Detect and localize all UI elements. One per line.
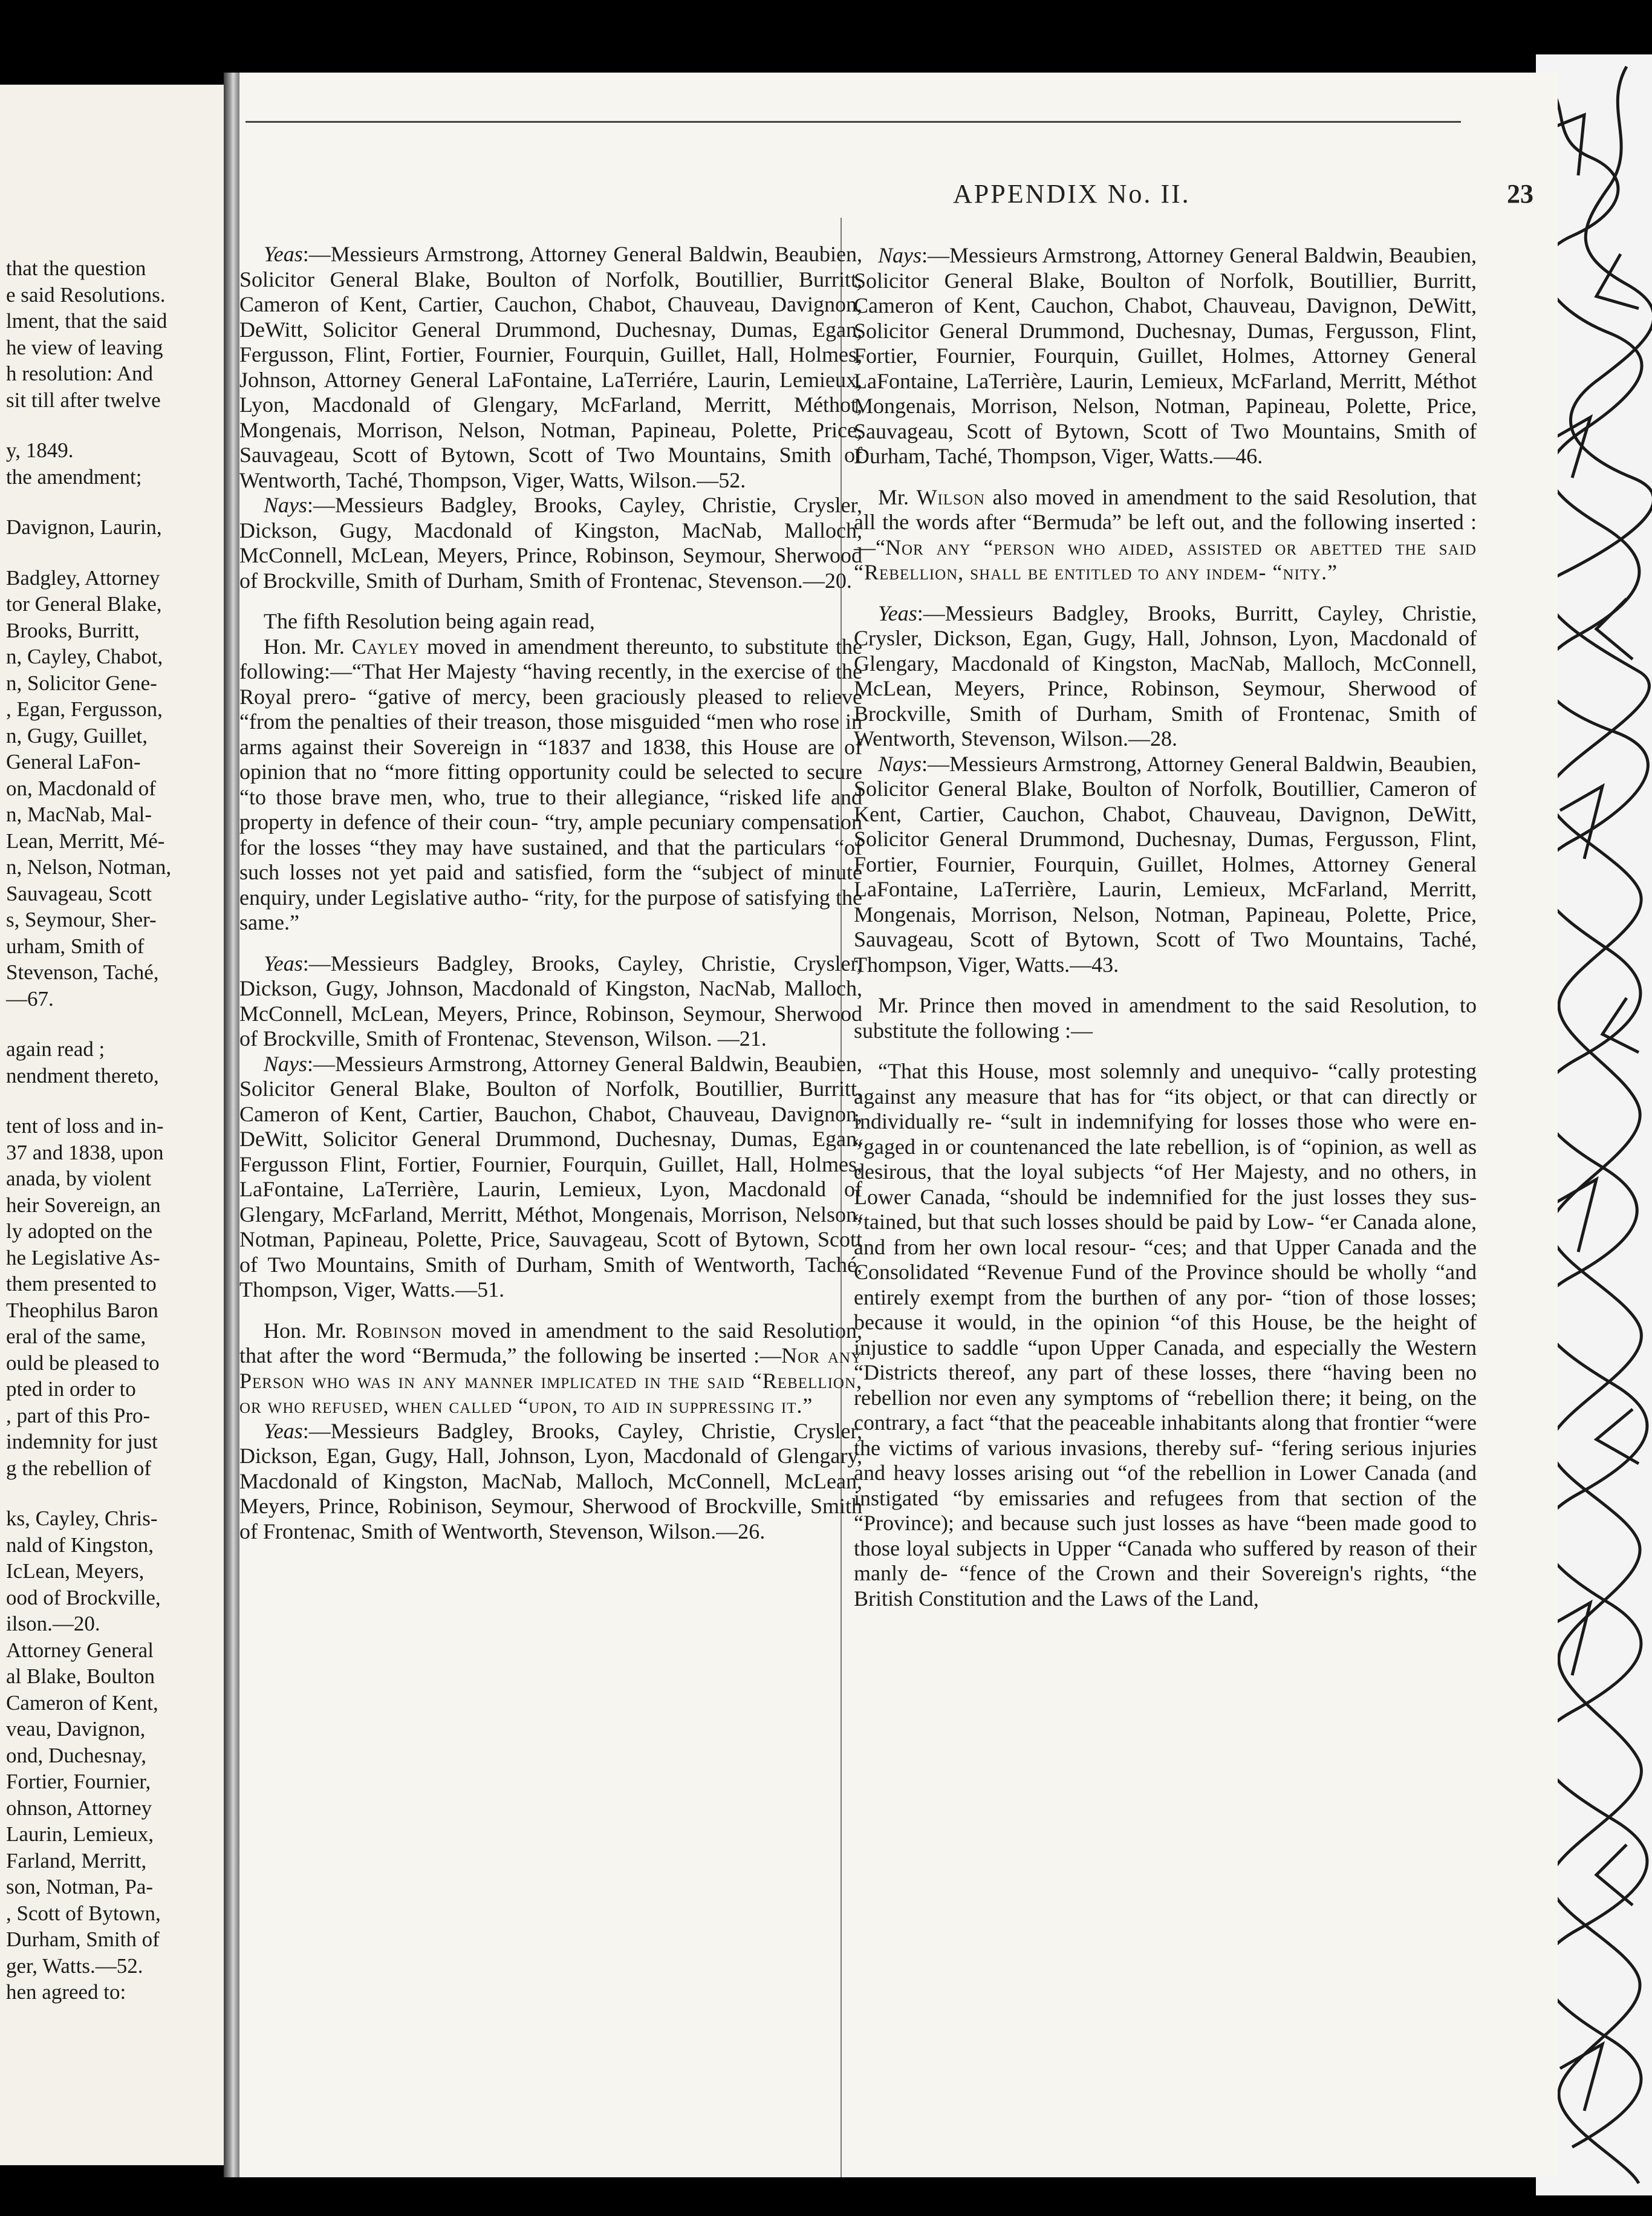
nays-label: Nays bbox=[264, 1051, 307, 1076]
left-fragment-line: IcLean, Meyers, bbox=[6, 1559, 145, 1583]
left-fragment-line: Davignon, Laurin, bbox=[6, 515, 162, 539]
robinson-text: moved in amendment to the said Resolution, that after the word “Bermuda,” the following be inserted :— bbox=[239, 1318, 863, 1367]
robinson-amendment bbox=[239, 1318, 862, 1419]
left-fragment-line: again read ; bbox=[6, 1037, 105, 1061]
yeas-21-list: :—Messieurs Badgley, Brooks, Cayley, Christie, Crysler, Dickson, Gugy, Johnson, Macdonald of Kingston, NacNab, Malloch, McConnell, McLean, Meyers, Prince, Robinson, Seymour, Sherwood of Brockville, Smith of Frontenac, Stevenson, Wilson. —21. bbox=[239, 951, 862, 1051]
left-fragment-line: he Legislative As- bbox=[6, 1245, 160, 1269]
column-left bbox=[239, 242, 862, 1544]
left-fragment-line: Farland, Merritt, bbox=[6, 1848, 147, 1872]
yeas-28-list: :—Messieurs Badgley, Brooks, Burritt, Cayley, Christie, Crysler, Dickson, Egan, Gugy, Hall, Johnson, Lyon, Macdonald of Glengary, Macdonald of Kingston, MacNab, Malloch, McConnell, McLean, Meyers, Prince, Robinson, Seymour, Sherwood of Brockville, Smith of Durham, Smith of Frontenac, Smith of Wentworth, Stevenson, Wilson.—28. bbox=[854, 601, 1477, 751]
prince-text: then moved in amendment to the said Resolution, to substitute the following :— bbox=[854, 993, 1477, 1043]
left-fragment-line: hen agreed to: bbox=[6, 1980, 126, 2004]
header-rule bbox=[246, 121, 1461, 123]
left-fragment-line: that the question bbox=[6, 256, 146, 280]
yeas-label: Yeas bbox=[878, 601, 917, 625]
left-fragment-line: ohnson, Attorney bbox=[6, 1796, 152, 1820]
left-fragment-line bbox=[6, 413, 212, 437]
yeas-label: Yeas bbox=[264, 1418, 303, 1443]
left-fragment-line: n, MacNab, Mal- bbox=[6, 803, 152, 826]
left-fragment-line: al Blake, Boulton bbox=[6, 1664, 155, 1688]
left-fragment-line: veau, Davignon, bbox=[6, 1717, 146, 1741]
running-head-title: APPENDIX No. II. bbox=[953, 179, 1191, 209]
left-fragment-line: , part of this Pro- bbox=[6, 1403, 151, 1427]
nays-46-paragraph bbox=[854, 243, 1477, 469]
left-fragment-line bbox=[6, 1012, 212, 1036]
left-fragment-line: pted in order to bbox=[6, 1377, 136, 1401]
cayley-amendment bbox=[239, 634, 862, 936]
right-page bbox=[239, 73, 1558, 2177]
nays-46-list: :—Messieurs Armstrong, Attorney General Baldwin, Beaubien, Solicitor General Blake, Boulton of Norfolk, Boutillier, Burritt, Cameron of Kent, Cauchon, Chabot, Chauveau, Davignon, DeWitt, Solicitor General Drummond, Duchesnay, Dumas, Fergusson, Flint, Fortier, Fournier, Fourquin, Guillet, Holmes, Attorney General LaFontaine, LaTerrière, Laurin, Lemieux, McFarland, Merritt, Méthot Mongenais, Morrison, Nelson, Notman, Papineau, Polette, Price, Sauvageau, Scott of Bytown, Scott of Two Mountains, Smith of Durham, Taché, Thompson, Viger, Watts.—46. bbox=[854, 243, 1477, 468]
page-number: 23 bbox=[1507, 179, 1533, 209]
yeas-26-list: :—Messieurs Badgley, Brooks, Cayley, Christie, Crysler, Dickson, Egan, Gugy, Hall, Johnson, Lyon, Macdonald of Glengary, Macdonald of Kingston, MacNab, Malloch, McConnell, McLean, Meyers, Prince, Robinison, Seymour, Sherwood of Brockville, Smith of Frontenac, Smith of Wentworth, Stevenson, Wilson.—26. bbox=[239, 1418, 862, 1543]
left-fragment-line: nald of Kingston, bbox=[6, 1533, 154, 1557]
yeas-52-list: :—Messieurs Armstrong, Attorney General Baldwin, Beaubien, Solicitor General Blake, Boulton of Norfolk, Boutillier, Burritt, Cameron of Kent, Cartier, Cauchon, Chabot, Chauveau, Davignon, DeWitt, Solicitor General Drummond, Duchesnay, Dumas, Egan, Fergusson, Flint, Fortier, Fournier, Fourquin, Guillet, Hall, Holmes, Johnson, Attorney General LaFontaine, LaTerriére, Laurin, Lemieux, Lyon, Macdonald of Glengary, McFarland, Merritt, Méthot, Mongenais, Morrison, Nelson, Notman, Papineau, Polette, Price, Sauvageau, Scott of Bytown, Scott of Two Mountains, Smith of Wentworth, Taché, Thompson, Viger, Watts, Wilson.—52. bbox=[239, 242, 862, 492]
left-page-text bbox=[6, 255, 212, 2006]
left-fragment-line bbox=[6, 1481, 212, 1505]
left-fragment-line: them presented to bbox=[6, 1272, 157, 1295]
left-fragment-line: ilson.—20. bbox=[6, 1612, 100, 1635]
prince-prefix: Mr. bbox=[878, 993, 909, 1017]
cayley-name: Cayley bbox=[351, 634, 420, 659]
yeas-label: Yeas bbox=[264, 242, 303, 266]
left-fragment-line: e said Resolutions. bbox=[6, 282, 166, 307]
left-fragment-line: Theophilus Baron bbox=[6, 1298, 158, 1322]
left-fragment-line: on, Macdonald of bbox=[6, 776, 156, 800]
left-fragment-line bbox=[6, 490, 212, 514]
nays-43-list: :—Messieurs Armstrong, Attorney General Baldwin, Beaubien, Solicitor General Blake, Boulton of Norfolk, Boutillier, Cameron of Kent, Cartier, Cauchon, Chabot, Chauveau, Davignon, DeWitt, Solicitor General Drummond, Duchesnay, Dumas, Fergusson, Flint, Fortier, Fournier, Fourquin, Guillet, Holmes, Attorney General LaFontaine, LaTerrière, Laurin, Lemieux, McFarland, Merritt, Mongenais, Morrison, Nelson, Notman, Papineau, Polette, Price, Sauvageau, Scott of Bytown, Scott of Two Mountains, Taché, Thompson, Viger, Watts.—43. bbox=[854, 751, 1477, 977]
left-fragment-line: tent of loss and in- bbox=[6, 1114, 164, 1138]
robinson-quote: Nor any Person who was in any manner implicated in the said “Rebellion, or who refused, when called “upon, to aid in suppressing it.” bbox=[239, 1343, 863, 1418]
left-fragment-line: indemnity for just bbox=[6, 1430, 158, 1453]
nays-label: Nays bbox=[878, 243, 922, 267]
fifth-resolution-note: The fifth Resolution being again read, bbox=[264, 609, 595, 633]
running-head bbox=[723, 178, 1533, 215]
left-fragment-line: , Scott of Bytown, bbox=[6, 1901, 161, 1925]
nays-label: Nays bbox=[878, 751, 922, 776]
book-gutter bbox=[224, 73, 239, 2177]
left-fragment-line: lment, that the said bbox=[6, 309, 167, 333]
left-fragment-line: urham, Smith of bbox=[6, 934, 145, 958]
wilson-prefix: Mr. bbox=[878, 484, 909, 509]
left-fragment-line: Badgley, Attorney bbox=[6, 565, 160, 590]
left-fragment-line: s, Seymour, Sher- bbox=[6, 908, 157, 931]
wilson-text: also moved in amendment to the said Resolution, that all the words after “Bermuda” be left out, and the following inserted :—“ bbox=[854, 484, 1477, 559]
left-fragment-line: n, Gugy, Guillet, bbox=[6, 723, 148, 748]
left-fragment-line: Stevenson, Taché, bbox=[6, 960, 159, 984]
yeas-52-paragraph bbox=[239, 242, 862, 493]
left-fragment-line: General LaFon- bbox=[6, 750, 141, 774]
left-page-fragment bbox=[0, 85, 224, 2165]
left-fragment-line: ould be pleased to bbox=[6, 1351, 160, 1375]
left-fragment-line: Laurin, Lemieux, bbox=[6, 1822, 154, 1846]
left-fragment-line: son, Notman, Pa- bbox=[6, 1875, 154, 1898]
left-fragment-line: heir Sovereign, an bbox=[6, 1193, 161, 1217]
left-fragment-line: g the rebellion of bbox=[6, 1456, 152, 1480]
left-fragment-line: n, Nelson, Notman, bbox=[6, 855, 172, 879]
left-fragment-line: Attorney General bbox=[6, 1638, 154, 1662]
left-fragment-line: Sauvageau, Scott bbox=[6, 881, 152, 905]
left-fragment-line: tor General Blake, bbox=[6, 592, 162, 616]
left-fragment-line: anada, by violent bbox=[6, 1167, 152, 1190]
left-fragment-line: sit till after twelve bbox=[6, 388, 161, 412]
column-right bbox=[854, 243, 1477, 1611]
yeas-26-paragraph bbox=[239, 1419, 862, 1545]
left-fragment-line: he view of leaving bbox=[6, 335, 163, 359]
robinson-prefix: Hon. Mr. bbox=[264, 1318, 347, 1343]
nays-label: Nays bbox=[264, 493, 307, 517]
left-fragment-line: nendment thereto, bbox=[6, 1063, 159, 1087]
robinson-name: Robinson bbox=[356, 1318, 443, 1343]
left-fragment-line bbox=[6, 541, 212, 565]
prince-name: Prince bbox=[919, 993, 975, 1017]
nays-51-list: :—Messieurs Armstrong, Attorney General Baldwin, Beaubien, Solicitor General Blake, Boulton of Norfolk, Boutillier, Burritt, Cameron of Kent, Cartier, Bauchon, Chabot, Chauveau, Davignon, DeWitt, Solicitor General Drummond, Duchesnay, Dumas, Egan, Fergusson Flint, Fortier, Fournier, Fourquin, Guillet, Hall, Holmes, LaFontaine, LaTerrière, Laurin, Lemieux, Lyon, Macdonald of Glengary, McFarland, Merritt, Méthot, Mongenais, Morrison, Nelson, Notman, Papineau, Polette, Price, Sauvageau, Scott of Bytown, Scott of Two Mountains, Smith of Durham, Smith of Wentworth, Taché, Thompson, Viger, Watts.—51. bbox=[239, 1051, 862, 1302]
nays-43-paragraph bbox=[854, 752, 1477, 978]
left-fragment-line: eral of the same, bbox=[6, 1325, 146, 1348]
left-fragment-line: ly adopted on the bbox=[6, 1219, 153, 1243]
left-fragment-line: y, 1849. bbox=[6, 438, 74, 462]
yeas-21-paragraph bbox=[239, 951, 862, 1052]
left-fragment-line bbox=[6, 1089, 212, 1113]
yeas-label: Yeas bbox=[264, 951, 303, 976]
left-fragment-line: n, Solicitor Gene- bbox=[6, 671, 157, 695]
prince-amendment bbox=[854, 993, 1477, 1043]
cayley-prefix: Hon. Mr. bbox=[264, 634, 345, 659]
prince-quote: “That this House, most solemnly and unequivo- “cally protesting against any measure that has for “its object, or that can directly or individually re- “sult in indemnifying for losses those who were en- “gaged in or countenanced the late rebellion, is of “opinion, as well as desirous, that the loyal subjects “of Her Majesty, and no others, in Lower Canada, “should be indemnified for the just losses they sus- “tained, but that such losses should be paid by Low- “er Canada alone, and from her own local resour- “ces; and that Upper Canada and the Consolidated “Revenue Fund of the Province should be wholly “and entirely exempt from the burthen of any por- “tion of those losses; because it would, in the opinion “of this House, be the height of injustice to saddle “upon Upper Canada, and especially the Western “Districts thereof, any part of these losses, there “having been no rebellion nor even any symptoms of “rebellion there; it being, on the contrary, a fact “that the peaceable inhabitants along that frontier “were the victims of various invasions, thereby suf- “fering serious injuries and heavy losses arising out “of the rebellion in Lower Canada (and instigated “by emissaries and refugees from that section of the “Province); and because such just losses as have “been made good to those loyal subjects in Upper “Canada who suffered by reason of their manly de- “fence of the Crown and their Sovereign's rights, “the British Constitution and the Laws of the Land, bbox=[854, 1059, 1477, 1611]
left-fragment-line: n, Cayley, Chabot, bbox=[6, 645, 163, 668]
left-fragment-line: ond, Duchesnay, bbox=[6, 1743, 146, 1767]
cayley-text: moved in amendment thereunto, to substitute the following:—“That Her Majesty “having recently, in the exercise of the Royal prero- “gative of mercy, been graciously pleased to relieve “from the penalties of their treason, those misguided “men who rose in arms against their Sovereign in “1837 and 1838, this House are of opinion that no “more fitting opportunity could be selected to secure “to those brave men, who, true to their allegiance, “risked life and property in defence of their coun- “try, ample pecuniary compensation for the losses “they may have sustained, and that the particulars “of such losses not yet paid and satisfied, form the “subject of minute enquiry, under Legislative autho- “rity, for the purpose of satisfying the same.” bbox=[239, 634, 863, 934]
left-fragment-line: —67. bbox=[6, 986, 54, 1011]
left-fragment-line: Cameron of Kent, bbox=[6, 1690, 158, 1715]
nays-20-paragraph bbox=[239, 493, 862, 593]
left-fragment-line: Fortier, Fournier, bbox=[6, 1770, 151, 1793]
wilson-amendment bbox=[854, 485, 1477, 585]
left-fragment-line: ood of Brockville, bbox=[6, 1585, 161, 1609]
wilson-name: Wilson bbox=[916, 484, 986, 509]
nays-20-list: :—Messieurs Badgley, Brooks, Cayley, Christie, Crysler, Dickson, Gugy, Macdonald of Kingston, MacNab, Malloch, McConnell, McLean, Meyers, Prince, Robinson, Seymour, Sherwood of Brockville, Smith of Durham, Smith of Frontenac, Stevenson.—20. bbox=[239, 493, 862, 593]
nays-51-paragraph bbox=[239, 1052, 862, 1303]
left-fragment-line: ger, Watts.—52. bbox=[6, 1954, 143, 1978]
left-fragment-line: the amendment; bbox=[6, 464, 142, 489]
left-fragment-line: h resolution: And bbox=[6, 362, 154, 385]
left-fragment-line: 37 and 1838, upon bbox=[6, 1140, 164, 1164]
yeas-28-paragraph bbox=[854, 601, 1477, 752]
left-fragment-line: , Egan, Fergusson, bbox=[6, 697, 163, 721]
left-fragment-line: Lean, Merritt, Mé- bbox=[6, 829, 165, 853]
wilson-quote: Nor any “person who aided, assisted or abetted the said “Rebellion, shall be entitled to any indem- “nity.” bbox=[854, 535, 1477, 584]
left-fragment-line: Brooks, Burritt, bbox=[6, 618, 140, 642]
left-fragment-line: Durham, Smith of bbox=[6, 1928, 160, 1951]
left-fragment-line: ks, Cayley, Chris- bbox=[6, 1507, 158, 1530]
